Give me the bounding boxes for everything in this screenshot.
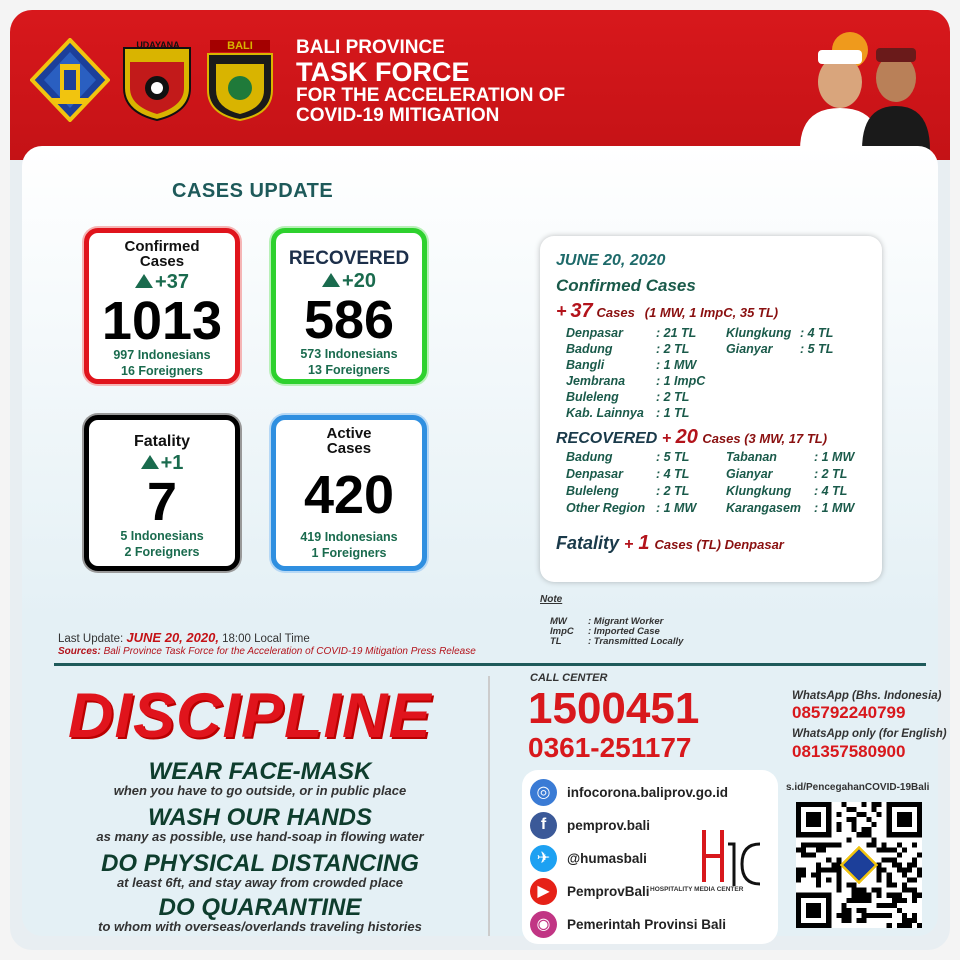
header-line-3: FOR THE ACCELERATION OF <box>296 85 566 107</box>
social-link-instagram[interactable] <box>530 910 726 938</box>
confirmed-region-row <box>726 342 833 356</box>
confirmed-region-row <box>566 390 689 404</box>
qr-code[interactable] <box>796 802 922 928</box>
confirmed-summary <box>556 300 778 323</box>
rule-heading: WASH OUR HANDS <box>147 804 372 831</box>
social-link-text: Pemerintah Provinsi Bali <box>567 916 727 932</box>
confirmed-region-row-value: : 1 MW <box>656 358 697 372</box>
fatality-label: Fatality <box>133 433 190 450</box>
rule-detail: at least 6ft, and stay away from crowded place <box>116 875 404 890</box>
confirmed-plus: + <box>556 301 567 321</box>
recovered-region-row-name: Buleleng <box>566 484 619 498</box>
confirmed-label-2: Cases <box>139 253 185 270</box>
last-update <box>58 630 310 645</box>
active-label-2: Cases <box>326 440 372 457</box>
recovered-region-row <box>566 467 689 481</box>
header <box>10 10 950 160</box>
rule-heading: WEAR FACE-MASK <box>148 758 372 785</box>
discipline-rule <box>40 896 480 934</box>
confirmed-region-row <box>566 374 705 388</box>
discipline-rule <box>40 852 480 890</box>
fatality-summary <box>556 532 784 555</box>
whatsapp-english-number: 081357580900 <box>792 742 906 761</box>
active-foreigners: 1 Foreigners <box>311 545 387 560</box>
recovered-card <box>271 228 427 384</box>
confirmed-foreigners: 16 Foreigners <box>121 363 203 378</box>
report-date: JUNE 20, 2020 <box>556 252 666 269</box>
fatality-suffix: Cases (TL) Denpasar <box>654 537 784 552</box>
recovered-region-row-name: Denpasar <box>566 467 623 481</box>
recovered-region-row-name: Badung <box>566 450 613 464</box>
social-link-facebook[interactable] <box>530 811 650 839</box>
active-label: Active <box>326 425 372 442</box>
recovered-region-row <box>726 450 854 464</box>
last-update-time: 18:00 Local Time <box>222 633 310 645</box>
confirmed-region-row-name: Kab. Lainnya <box>566 406 644 420</box>
fatality-heading: Fatality <box>556 533 620 553</box>
recovered-value: 586 <box>303 290 395 350</box>
daily-detail-panel <box>540 236 882 582</box>
active-card <box>271 415 427 571</box>
header-line-2: TASK FORCE <box>296 56 470 87</box>
recovered-region-row <box>566 450 689 464</box>
social-link-twitter[interactable] <box>530 844 647 872</box>
recovered-region-row-value: : 2 TL <box>656 484 690 498</box>
recovered-region-row-value: : 1 MW <box>814 450 855 464</box>
recovered-region-row-name: Tabanan <box>726 450 777 464</box>
confirmed-region-row-name: Klungkung <box>726 326 792 340</box>
discipline-rule <box>40 760 480 798</box>
social-link-text: infocorona.baliprov.go.id <box>567 784 728 800</box>
social-link-text: pemprov.bali <box>567 817 651 833</box>
recovered-region-row-name: Gianyar <box>726 467 773 481</box>
sources-label: Sources: <box>58 646 101 657</box>
header-title <box>296 38 565 126</box>
confirmed-region-row-name: Bangli <box>566 358 605 372</box>
header-line-1: BALI PROVINCE <box>296 37 445 58</box>
whatsapp-english-label: WhatsApp only (for English) <box>792 728 947 740</box>
confirmed-region-row-name: Jembrana <box>566 374 626 388</box>
last-update-date: JUNE 20, 2020, <box>126 630 219 645</box>
note-abbr: ImpC <box>550 626 574 637</box>
recovered-suffix: Cases (3 MW, 17 TL) <box>702 431 828 446</box>
up-triangle-icon <box>135 274 153 288</box>
confirmed-region-row-value: : 2 TL <box>656 390 690 404</box>
bali-province-emblem <box>30 38 110 122</box>
rule-detail: when you have to go outside, or in public place <box>113 783 407 798</box>
recovered-region-row <box>566 484 689 498</box>
confirmed-suffix: Cases <box>596 305 635 320</box>
note-desc: : Transmitted Locally <box>588 636 684 647</box>
social-link-text: @humasbali <box>567 850 647 866</box>
fatality-plus: + <box>624 536 634 553</box>
recovered-region-row <box>726 501 854 515</box>
fatality-delta-value: +1 <box>160 452 184 474</box>
discipline-title: DISCIPLINE <box>68 681 432 751</box>
confirmed-region-row-value: : 5 TL <box>800 342 834 356</box>
recovered-summary <box>556 426 827 449</box>
recovered-region-row <box>726 484 847 498</box>
udayana-emblem <box>118 38 196 122</box>
confirmed-region-row <box>566 326 696 340</box>
sources-text: Bali Province Task Force for the Acceleration of COVID-19 Mitigation Press Release <box>103 646 476 657</box>
recovered-plus: + <box>661 430 672 447</box>
confirmed-detail: (1 MW, 1 ImpC, 35 TL) <box>644 305 779 320</box>
up-triangle-icon <box>141 455 159 469</box>
confirmed-region-row-value: : 1 TL <box>656 406 690 420</box>
header-line-4: COVID-19 MITIGATION <box>296 105 500 127</box>
cases-update-title: CASES UPDATE <box>172 180 334 202</box>
whatsapp-indonesia-number: 085792240799 <box>792 703 906 722</box>
note-abbr: MW <box>550 616 567 627</box>
active-indonesians: 419 Indonesians <box>300 530 398 544</box>
globe-icon: ◎ <box>530 779 557 806</box>
fatality-card <box>84 415 240 571</box>
recovered-indonesians: 573 Indonesians <box>300 347 398 361</box>
confirmed-region-row <box>566 358 696 372</box>
last-update-label: Last Update: <box>58 633 124 645</box>
twitter-icon: ✈ <box>530 845 557 872</box>
confirmed-region-row-value: : 1 ImpC <box>656 374 706 388</box>
recovered-delta-value: +20 <box>342 270 376 292</box>
rule-heading: DO QUARANTINE <box>158 894 362 921</box>
note-abbr: TL <box>550 636 562 647</box>
rule-heading: DO PHYSICAL DISTANCING <box>101 850 419 877</box>
recovered-region-row <box>566 501 696 515</box>
youtube-icon: ▶ <box>530 878 557 905</box>
fatality-value: 7 <box>146 472 178 532</box>
confirmed-region-row-value: : 21 TL <box>656 326 697 340</box>
confirmed-heading: Confirmed Cases <box>556 276 696 295</box>
recovered-label: RECOVERED <box>288 248 410 269</box>
social-link-globe[interactable] <box>530 778 728 806</box>
call-center-number-1: 1500451 <box>528 684 700 733</box>
confirmed-card <box>84 228 240 384</box>
call-center-number-2: 0361-251177 <box>528 732 692 763</box>
facebook-icon: f <box>530 812 557 839</box>
recovered-region-row-value: : 4 TL <box>656 467 690 481</box>
column-divider <box>488 676 490 936</box>
bali-label: BALI <box>210 40 270 52</box>
confirmed-count: 37 <box>570 300 593 322</box>
confirmed-region-row <box>566 342 689 356</box>
note-desc: : Migrant Worker <box>588 616 664 627</box>
social-link-youtube[interactable] <box>530 877 650 905</box>
recovered-region-row-value: : 4 TL <box>814 484 848 498</box>
note-row <box>550 636 683 647</box>
whatsapp-indonesia-label: WhatsApp (Bhs. Indonesia) <box>792 690 942 702</box>
note-desc: : Imported Case <box>588 626 660 637</box>
confirmed-region-row-value: : 2 TL <box>656 342 690 356</box>
officials-portrait <box>770 22 940 150</box>
fatality-count: 1 <box>638 532 650 554</box>
recovered-region-row-value: : 1 MW <box>656 501 697 515</box>
confirmed-region-row-name: Badung <box>566 342 613 356</box>
recovered-region-row-name: Other Region <box>566 501 646 515</box>
instagram-icon: ◉ <box>530 911 557 938</box>
sources <box>58 646 476 657</box>
up-triangle-icon <box>322 273 340 287</box>
confirmed-region-row <box>566 406 689 420</box>
fatality-foreigners: 2 Foreigners <box>124 544 200 559</box>
call-center-title: CALL CENTER <box>530 672 608 684</box>
confirmed-label: Confirmed <box>124 238 200 255</box>
hmc-label: HOSPITALITY MEDIA CENTER <box>650 886 744 893</box>
confirmed-region-row-value: : 4 TL <box>800 326 834 340</box>
confirmed-value: 1013 <box>101 291 223 351</box>
confirmed-region-row-name: Gianyar <box>726 342 773 356</box>
confirmed-region-row <box>726 326 833 340</box>
discipline-rule <box>40 806 480 844</box>
confirmed-delta-value: +37 <box>155 271 189 293</box>
note-title: Note <box>540 594 563 605</box>
recovered-region-row <box>726 467 847 481</box>
recovered-region-row-name: Klungkung <box>726 484 792 498</box>
recovered-region-row-name: Karangasem <box>726 501 802 515</box>
recovered-heading: RECOVERED <box>556 430 658 447</box>
qr-url: s.id/PencegahanCOVID-19Bali <box>786 782 930 793</box>
rule-detail: to whom with overseas/overlands traveling histories <box>98 919 422 934</box>
poster-frame <box>10 10 950 950</box>
active-value: 420 <box>303 465 395 525</box>
recovered-region-row-value: : 1 MW <box>814 501 855 515</box>
rule-detail: as many as possible, use hand-soap in flowing water <box>96 829 424 844</box>
recovered-region-row-value: : 2 TL <box>814 467 848 481</box>
fatality-indonesians: 5 Indonesians <box>120 529 204 543</box>
social-link-text: PemprovBali <box>567 883 650 899</box>
confirmed-indonesians: 997 Indonesians <box>113 348 211 362</box>
recovered-count: 20 <box>675 426 698 448</box>
confirmed-region-row-name: Denpasar <box>566 326 623 340</box>
udayana-label: UDAYANA <box>136 40 180 50</box>
section-divider <box>54 663 926 666</box>
recovered-region-row-value: : 5 TL <box>656 450 690 464</box>
confirmed-region-row-name: Buleleng <box>566 390 619 404</box>
recovered-foreigners: 13 Foreigners <box>308 362 390 377</box>
